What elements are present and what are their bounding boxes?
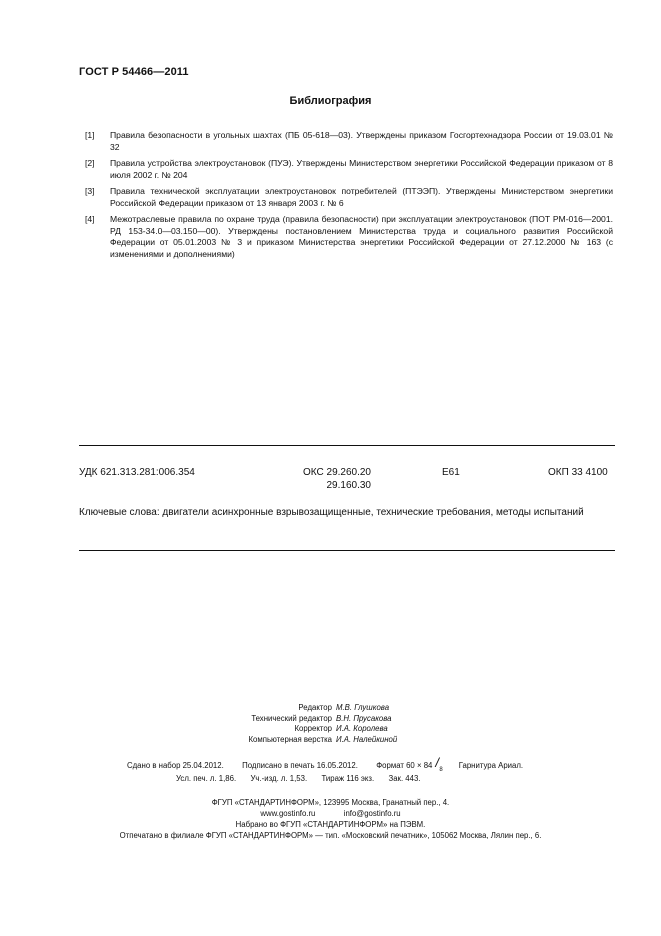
layout-label: Компьютерная верстка <box>248 734 332 744</box>
okp-code: ОКП 33 4100 <box>548 467 608 478</box>
bibliography-item-number: [3] <box>85 186 95 196</box>
oks-code <box>293 467 371 492</box>
e-code: Е61 <box>442 467 460 478</box>
publisher-site-link[interactable]: www.gostinfo.ru <box>260 809 316 818</box>
typesetting-info: Набрано во ФГУП «СТАНДАРТИНФОРМ» на ПЭВМ. <box>235 820 426 829</box>
document-code: ГОСТ Р 54466—2011 <box>79 66 189 78</box>
bibliography-item-text: Правила устройства электроустановок (ПУЭ). Утверждены Министерством энергетики Российской Федерации приказом от 8 июля 2002 г. № 204 <box>110 158 613 180</box>
font-info: Гарнитура Ариал. <box>458 761 524 770</box>
format-denominator: 8 <box>439 767 443 773</box>
signed-date: Подписано в печать 16.05.2012. <box>242 761 358 770</box>
bibliography-item <box>85 214 613 260</box>
format-number: 84 <box>423 761 433 770</box>
bibliography-title: Библиография <box>289 95 372 107</box>
publisher-address: ФГУП «СТАНДАРТИНФОРМ», 123995 Москва, Гранатный пер., 4. <box>211 798 450 807</box>
tirazh: Тираж 116 экз. <box>321 774 375 783</box>
format-fraction: / 8 <box>435 755 443 773</box>
bibliography-item-text: Правила технической эксплуатации электроустановок потребителей (ПТЭЭП). Утверждены Министерством энергетики Российской Федерации приказом от 13 января 2003 г. № 6 <box>110 186 613 208</box>
bibliography-item <box>85 186 613 209</box>
bibliography-item-number: [4] <box>85 214 95 224</box>
oks-code-secondary: 29.160.30 <box>326 479 371 491</box>
publisher-contacts <box>0 809 661 819</box>
oks-code-primary: ОКС 29.260.20 <box>303 467 371 478</box>
layout-name: И.А. Налейкиной <box>336 734 398 744</box>
uch-izd: Уч.-изд. л. 1,53. <box>250 774 308 783</box>
credits-names <box>336 703 397 745</box>
format-times: × <box>416 761 422 770</box>
publisher-email-link[interactable]: info@gostinfo.ru <box>343 809 401 818</box>
print-info-line-2 <box>176 774 420 784</box>
divider-bottom <box>79 550 615 551</box>
divider-top <box>79 445 615 446</box>
format-label: Формат 60 <box>376 761 415 770</box>
bibliography-item-text: Правила безопасности в угольных шахтах (ПБ 05-618—03). Утверждены приказом Госгортехнадзора России от 19.03.01 № 32 <box>110 130 613 152</box>
bibliography-item-text: Межотраслевые правила по охране труда (правила безопасности) при эксплуатации электроустановок (ПОТ РМ-016—2001. РД 153-34.0—03.150—00). Утверждены постановлением Министерства труда и социального развития Российской Федерации от 05.01.2003 № 3 и приказом Министерства энергетики Российской Федерации от 27.12.2000 № 163 (с изменениями и дополнениями) <box>110 214 613 259</box>
print-info-line-1 <box>127 755 524 773</box>
editor-name: М.В. Глушкова <box>336 703 390 712</box>
printing-house-info: Отпечатано в филиале ФГУП «СТАНДАРТИНФОРМ» — тип. «Московский печатник», 105062 Москва, Лялин пер., 6. <box>119 831 542 840</box>
editor-label: Редактор <box>298 703 332 712</box>
keywords: Ключевые слова: двигатели асинхронные взрывозащищенные, технические требования, методы испытаний <box>79 507 584 518</box>
bibliography-item-number: [2] <box>85 158 95 168</box>
udk-code: УДК 621.313.281:006.354 <box>79 467 195 478</box>
corrector-label: Корректор <box>294 724 332 733</box>
bibliography-item <box>85 158 613 181</box>
bibliography-item-number: [1] <box>85 130 95 140</box>
tech-editor-label: Технический редактор <box>251 713 332 723</box>
order-number: Зак. 443. <box>388 774 421 783</box>
bibliography-item <box>85 130 613 153</box>
corrector-name: И.А. Королева <box>336 724 388 733</box>
usl-pech: Усл. печ. л. 1,86. <box>176 774 237 783</box>
submitted-date: Сдано в набор 25.04.2012. <box>127 761 224 770</box>
credits-labels <box>0 703 332 745</box>
tech-editor-name: В.Н. Прусакова <box>336 713 392 723</box>
